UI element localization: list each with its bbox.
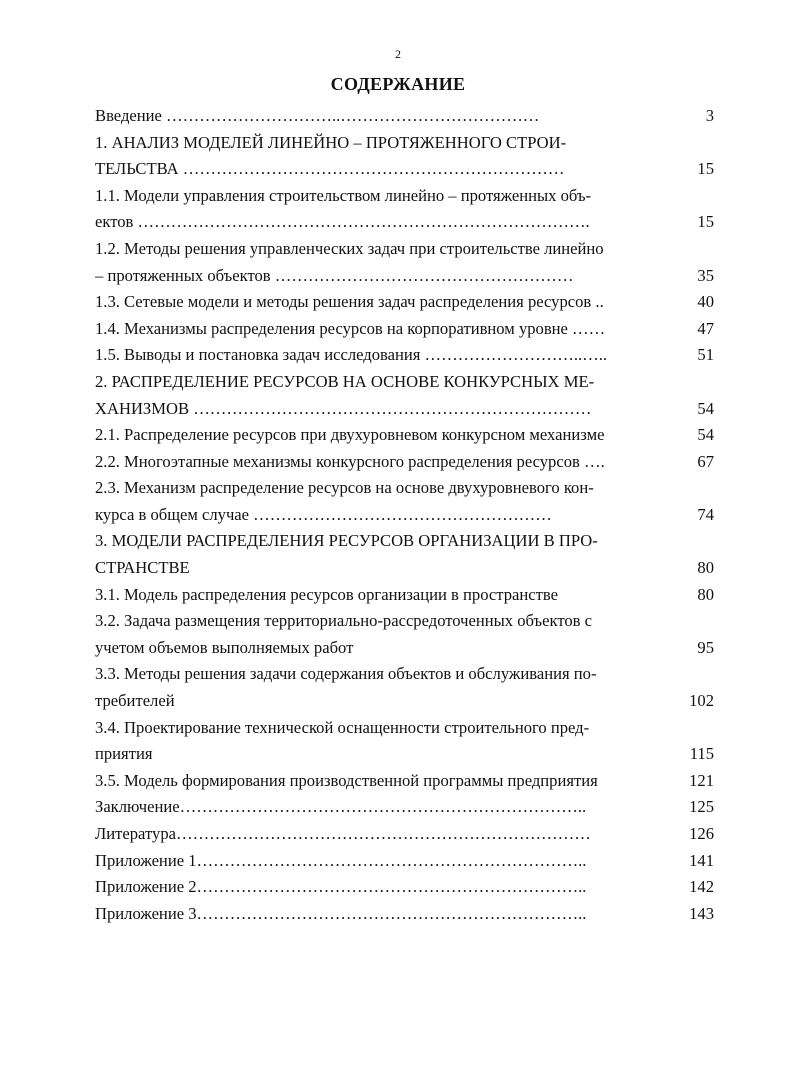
toc-line: 3.1. Модель распределения ресурсов организации в пространстве [95,585,558,604]
toc-line: СТРАНСТВЕ [95,558,190,577]
toc-line: 1.5. Выводы и постановка задач исследования ………………………..….. [95,345,608,364]
toc-page-number: 142 [689,877,714,896]
toc-line: 2. РАСПРЕДЕЛЕНИЕ РЕСУРСОВ НА ОСНОВЕ КОНКУРСНЫХ МЕ- [95,372,595,391]
toc-line: Приложение 1…………………………………………………………….. [95,851,587,870]
toc-line: 2.3. Механизм распределение ресурсов на основе двухуровневого кон- [95,478,594,497]
toc-line: 3.2. Задача размещения территориально-рассредоточенных объектов с [95,611,593,630]
toc-page-number: 47 [697,319,714,338]
page-number: 2 [395,47,401,61]
toc-line: требителей [95,691,175,710]
toc-page-number: 102 [689,691,714,710]
toc-page-number: 51 [697,345,714,364]
toc-line: 1. АНАЛИЗ МОДЕЛЕЙ ЛИНЕЙНО – ПРОТЯЖЕННОГО СТРОИ- [95,133,567,152]
toc-page-number: 40 [697,292,714,311]
toc-page-number: 80 [697,585,714,604]
toc-line: 3.3. Методы решения задачи содержания объектов и обслуживания по- [95,664,597,683]
toc-line: 2.1. Распределение ресурсов при двухуровневом конкурсном механизме [95,425,605,444]
toc-line: Приложение 2…………………………………………………………….. [95,877,587,896]
toc-line: Приложение 3…………………………………………………………….. [95,904,587,923]
toc-line: 1.3. Сетевые модели и методы решения задач распределения ресурсов .. [95,292,604,311]
toc-line: курса в общем случае ……………………………………………… [95,505,552,524]
toc-page-number: 125 [689,797,714,816]
toc-line: 1.4. Механизмы распределения ресурсов на корпоративном уровне …… [95,319,606,338]
toc-line: учетом объемов выполняемых работ [95,638,354,657]
toc-page-number: 95 [697,638,714,657]
toc-page-number: 126 [689,824,714,843]
toc-page-number: 74 [697,505,714,524]
toc-line: Литература………………………………………………………………… [95,824,591,843]
toc-page-number: 35 [697,266,714,285]
toc-line: Заключение……………………………………………………………….. [95,797,587,816]
toc-line: Введение …………………………..……………………………… [95,106,540,125]
toc-line: ектов ………………………………………………………………………. [95,212,590,231]
toc-page-number: 121 [689,771,714,790]
toc-line: ХАНИЗМОВ ……………………………………………………………… [95,399,592,418]
toc-page-number: 115 [689,744,714,763]
toc-line: ТЕЛЬСТВА …………………………………………………………… [95,159,565,178]
toc-line: 2.2. Многоэтапные механизмы конкурсного распределения ресурсов …. [95,452,605,471]
toc-page-number: 54 [697,425,714,444]
toc-line: приятия [95,744,153,763]
toc-line: – протяженных объектов ……………………………………………… [95,266,574,285]
toc-page-number: 54 [697,399,714,418]
toc-line: 3. МОДЕЛИ РАСПРЕДЕЛЕНИЯ РЕСУРСОВ ОРГАНИЗАЦИИ В ПРО- [95,531,598,550]
toc-page-number: 3 [705,106,714,125]
toc-line: 3.4. Проектирование технической оснащенности строительного пред- [95,718,590,737]
page-title: СОДЕРЖАНИЕ [330,74,466,94]
toc-page-number: 67 [697,452,714,471]
toc-page-number: 143 [689,904,714,923]
toc-line: 1.1. Модели управления строительством линейно – протяженных объ- [95,186,592,205]
toc-page-number: 15 [697,159,714,178]
toc-line: 3.5. Модель формирования производственной программы предприятия [95,771,598,790]
toc-line: 1.2. Методы решения управленческих задач при строительстве линейно [95,239,604,258]
toc-page-number: 141 [689,851,714,870]
toc-page-number: 15 [697,212,714,231]
toc-page-number: 80 [697,558,714,577]
